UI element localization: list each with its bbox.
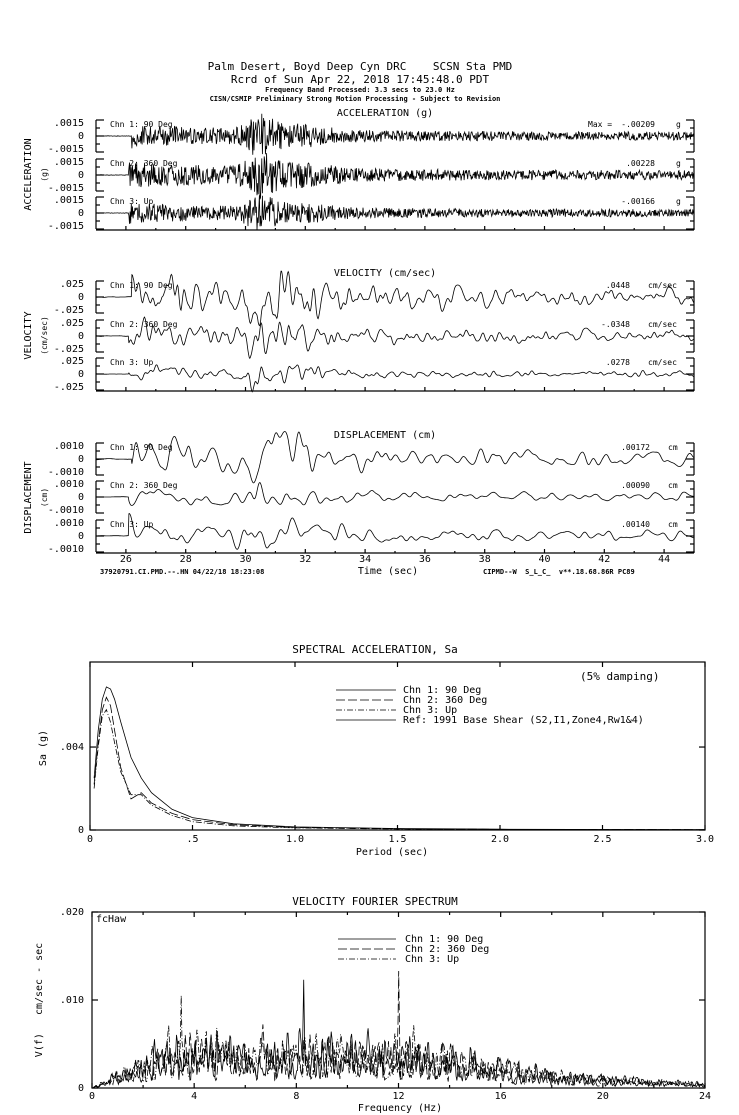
- ytick-zero: 0: [77, 331, 84, 342]
- time-tick-label: 36: [418, 554, 431, 565]
- fs-x-tick-label: 24: [698, 1091, 712, 1102]
- channel-label: Chn 2: 360 Deg: [110, 320, 178, 329]
- ytick-bottom: -.025: [53, 382, 84, 393]
- channel-label: Chn 3: Up: [110, 358, 154, 367]
- time-axis-label: Time (sec): [357, 566, 419, 577]
- channel-label: Chn 3: Up: [110, 197, 154, 206]
- ytick-top: .0010: [53, 479, 84, 490]
- waveform-trace: [96, 483, 694, 506]
- group-yunit: (cm): [40, 487, 49, 508]
- fs-xlabel: Frequency (Hz): [357, 1103, 443, 1114]
- ytick-top: .025: [59, 279, 84, 290]
- disclaimer: CISN/CSMIP Preliminary Strong Motion Processing - Subject to Revision: [209, 95, 501, 103]
- sa-damping-note: (5% damping): [580, 670, 660, 683]
- sa-series-chn1: [94, 687, 705, 830]
- time-tick-label: 30: [239, 554, 252, 565]
- ytick-bottom: -.025: [53, 305, 84, 316]
- ytick-top: .025: [59, 356, 84, 367]
- fs-x-tick-label: 4: [191, 1091, 198, 1102]
- sa-frame: [90, 662, 705, 830]
- sa-x-tick-label: 0: [86, 834, 94, 845]
- ytick-zero: 0: [77, 492, 84, 503]
- waveform-trace: [96, 514, 694, 550]
- channel-label: Chn 1: 90 Deg: [110, 281, 173, 290]
- ytick-top: .0010: [53, 518, 84, 529]
- peak-value: -.00166: [621, 197, 655, 206]
- peak-unit: cm/sec: [648, 320, 677, 329]
- legend-chn1: Chn 1: 90 Deg: [405, 934, 484, 945]
- sa-legend: [336, 685, 644, 726]
- sa-y-tick-label: 0: [77, 825, 84, 836]
- channel-label: Chn 1: 90 Deg: [110, 443, 173, 452]
- fs-title: VELOCITY FOURIER SPECTRUM: [292, 895, 458, 908]
- peak-value: .00228: [626, 159, 655, 168]
- ytick-top: .0010: [53, 441, 84, 452]
- fs-x-tick-label: 12: [392, 1091, 405, 1102]
- time-series-panels: [23, 108, 694, 565]
- fs-corner-label: fcHaw: [96, 914, 127, 925]
- peak-value: .00090: [621, 481, 650, 490]
- sa-ylabel: Sa (g): [38, 729, 49, 767]
- sa-series-chn3: [94, 710, 705, 830]
- peak-unit: cm/sec: [648, 281, 677, 290]
- group-ylabel: VELOCITY: [23, 311, 34, 360]
- ytick-bottom: -.0010: [47, 544, 84, 555]
- peak-value: .00140: [621, 520, 650, 529]
- fs-x-tick-label: 16: [494, 1091, 507, 1102]
- sa-x-tick-label: 2.0: [490, 834, 510, 845]
- ytick-zero: 0: [77, 170, 84, 181]
- sa-title: SPECTRAL ACCELERATION, Sa: [292, 643, 458, 656]
- ytick-top: .025: [59, 318, 84, 329]
- legend-chn1: Chn 1: 90 Deg: [403, 685, 482, 696]
- legend-chn2: Chn 2: 360 Deg: [403, 695, 488, 706]
- peak-value: .00172: [621, 443, 650, 452]
- peak-value: .0278: [605, 358, 630, 367]
- peak-unit: g: [676, 120, 681, 129]
- time-tick-label: 26: [119, 554, 132, 565]
- panel-title: ACCELERATION (g): [336, 108, 434, 119]
- record-time: Rcrd of Sun Apr 22, 2018 17:45:48.0 PDT: [230, 73, 490, 86]
- ytick-zero: 0: [77, 131, 84, 142]
- velocity-group: [23, 268, 694, 393]
- time-tick-label: 32: [299, 554, 312, 565]
- peak-value: -.0348: [601, 320, 630, 329]
- max-prefix: Max =: [588, 120, 613, 129]
- legend-chn3: Chn 3: Up: [403, 705, 458, 716]
- fs-x-tick-label: 0: [88, 1091, 96, 1102]
- sa-x-tick-label: 2.5: [593, 834, 612, 845]
- sa-x-tick-label: 1.0: [285, 834, 305, 845]
- time-tick-label: 34: [359, 554, 372, 565]
- panel-title: VELOCITY (cm/sec): [333, 268, 437, 279]
- fs-series-chn2: [93, 971, 705, 1088]
- ytick-bottom: -.0010: [47, 467, 84, 478]
- fourier-spectrum-chart: [34, 895, 711, 1114]
- time-tick-label: 28: [179, 554, 192, 565]
- panel-title: DISPLACEMENT (cm): [333, 430, 437, 441]
- sa-y-tick-label: .004: [59, 742, 84, 754]
- ytick-zero: 0: [77, 292, 84, 303]
- peak-unit: cm: [668, 481, 678, 490]
- fs-y-tick-label: .010: [59, 995, 84, 1006]
- fs-y-tick-label: 0: [77, 1083, 84, 1094]
- time-tick-label: 44: [658, 554, 671, 565]
- processing-id: CIPMD--W S_L_C_ v**.18.68.86R PC89: [483, 568, 635, 576]
- band-note: Frequency Band Processed: 3.3 secs to 23.0 Hz: [265, 86, 455, 94]
- time-tick-label: 38: [478, 554, 491, 565]
- legend-ref: Ref: 1991 Base Shear (S2,I1,Zone4,Rw1&4): [403, 715, 644, 726]
- fs-x-tick-label: 20: [596, 1091, 609, 1102]
- peak-unit: g: [676, 159, 681, 168]
- waveform-trace: [96, 195, 694, 230]
- sa-x-tick-label: 1.5: [388, 834, 407, 845]
- ytick-zero: 0: [77, 369, 84, 380]
- sa-x-tick-label: .5: [186, 834, 199, 845]
- group-ylabel: ACCELERATION: [23, 138, 34, 211]
- ytick-bottom: -.0015: [47, 221, 84, 232]
- sa-x-tick-label: 3.0: [695, 834, 715, 845]
- channel-label: Chn 2: 360 Deg: [110, 159, 178, 168]
- legend-chn3: Chn 3: Up: [405, 954, 460, 965]
- group-yunit: (g): [40, 167, 49, 182]
- waveform-trace: [96, 153, 694, 199]
- fs-y-tick-label: .020: [59, 907, 84, 918]
- ytick-bottom: -.0010: [47, 505, 84, 516]
- waveform-trace: [96, 271, 694, 326]
- fs-x-tick-label: 8: [293, 1091, 300, 1102]
- acceleration-group: [23, 108, 694, 232]
- ytick-bottom: -.0015: [47, 144, 84, 155]
- record-id: 37920791.CI.PMD.--.HN 04/22/18 18:23:08: [100, 568, 265, 576]
- peak-unit: cm: [668, 520, 678, 529]
- ytick-zero: 0: [77, 454, 84, 465]
- ytick-zero: 0: [77, 531, 84, 542]
- peak-value: .0448: [605, 281, 630, 290]
- group-yunit: (cm/sec): [40, 316, 49, 355]
- ytick-zero: 0: [77, 208, 84, 219]
- spectral-acceleration-chart: [38, 643, 714, 858]
- ytick-bottom: -.0015: [47, 183, 84, 194]
- ytick-bottom: -.025: [53, 344, 84, 355]
- peak-unit: g: [676, 197, 681, 206]
- sa-xlabel: Period (sec): [355, 847, 429, 858]
- ytick-top: .0015: [53, 195, 84, 206]
- peak-value: -.00209: [621, 120, 655, 129]
- group-ylabel: DISPLACEMENT: [23, 461, 34, 534]
- ytick-top: .0015: [53, 157, 84, 168]
- channel-label: Chn 1: 90 Deg: [110, 120, 173, 129]
- station-title: Palm Desert, Boyd Deep Cyn DRC SCSN Sta PMD: [207, 60, 513, 73]
- time-tick-label: 42: [598, 554, 611, 565]
- peak-unit: cm: [668, 443, 678, 452]
- ytick-top: .0015: [53, 118, 84, 129]
- peak-unit: cm/sec: [648, 358, 677, 367]
- fs-ylabel: V(f) cm/sec - sec: [34, 942, 45, 1058]
- channel-label: Chn 3: Up: [110, 520, 154, 529]
- time-tick-label: 40: [538, 554, 551, 565]
- legend-chn2: Chn 2: 360 Deg: [405, 944, 490, 955]
- displacement-group: [23, 430, 694, 565]
- channel-label: Chn 2: 360 Deg: [110, 481, 178, 490]
- fs-legend: [338, 934, 489, 965]
